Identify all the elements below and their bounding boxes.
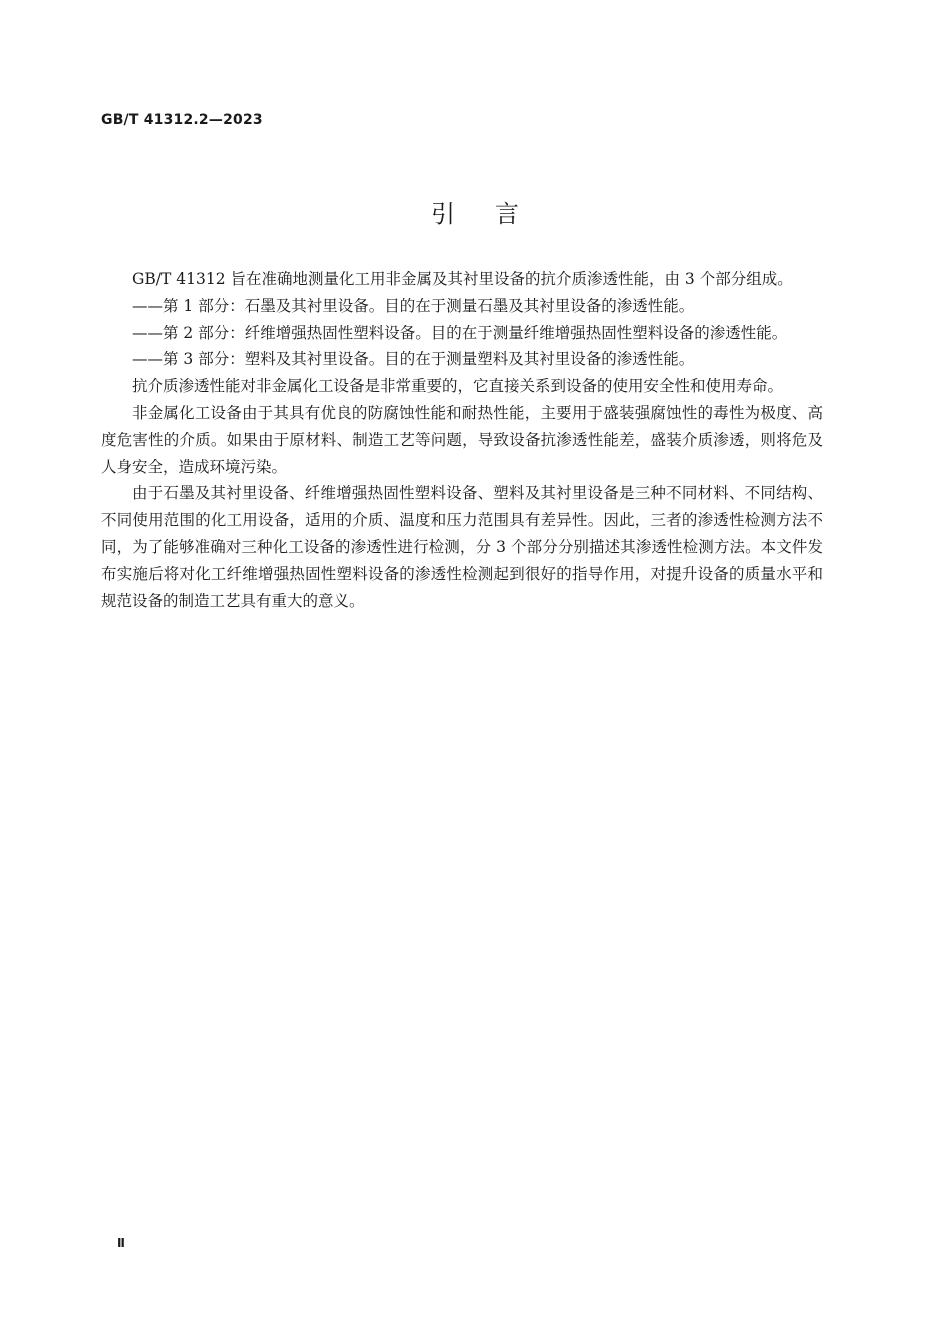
document-body: [101, 266, 823, 614]
part-3-item: ——第 3 部分：塑料及其衬里设备。目的在于测量塑料及其衬里设备的渗透性能。: [132, 350, 695, 369]
part-1-item: ——第 1 部分：石墨及其衬里设备。目的在于测量石墨及其衬里设备的渗透性能。: [132, 296, 695, 315]
page-number: Ⅱ: [117, 1236, 125, 1250]
importance-paragraph: 抗介质渗透性能对非金属化工设备是非常重要的，它直接关系到设备的使用安全性和使用寿命。: [132, 377, 784, 396]
page-title: 引言: [431, 200, 559, 228]
application-paragraph: 非金属化工设备由于其具有优良的防腐蚀性能和耐热性能，主要用于盛装强腐蚀性的毒性为极度、高度危害性的介质。如果由于原材料、制造工艺等问题，导致设备抗渗透性能差，盛装介质渗透，则将危及人身安全，造成环境污染。: [101, 403, 823, 476]
purpose-paragraph: 由于石墨及其衬里设备、纤维增强热固性塑料设备、塑料及其衬里设备是三种不同材料、不同结构、不同使用范围的化工用设备，适用的介质、温度和压力范围具有差异性。因此，三者的渗透性检测方法不同，为了能够准确对三种化工设备的渗透性进行检测，分 3 个部分分别描述其渗透性检测方法。本文件发布实施后将对化工纤维增强热固性塑料设备的渗透性检测起到很好的指导作用，对提升设备的质量水平和规范设备的制造工艺具有重大的意义。: [101, 484, 823, 610]
intro-paragraph: GB/T 41312 旨在准确地测量化工用非金属及其衬里设备的抗介质渗透性能，由 3 个部分组成。: [132, 270, 793, 288]
standard-number: GB/T 41312.2—2023: [101, 112, 263, 128]
part-2-item: ——第 2 部分：纤维增强热固性塑料设备。目的在于测量纤维增强热固性塑料设备的渗透性能。: [132, 323, 788, 342]
